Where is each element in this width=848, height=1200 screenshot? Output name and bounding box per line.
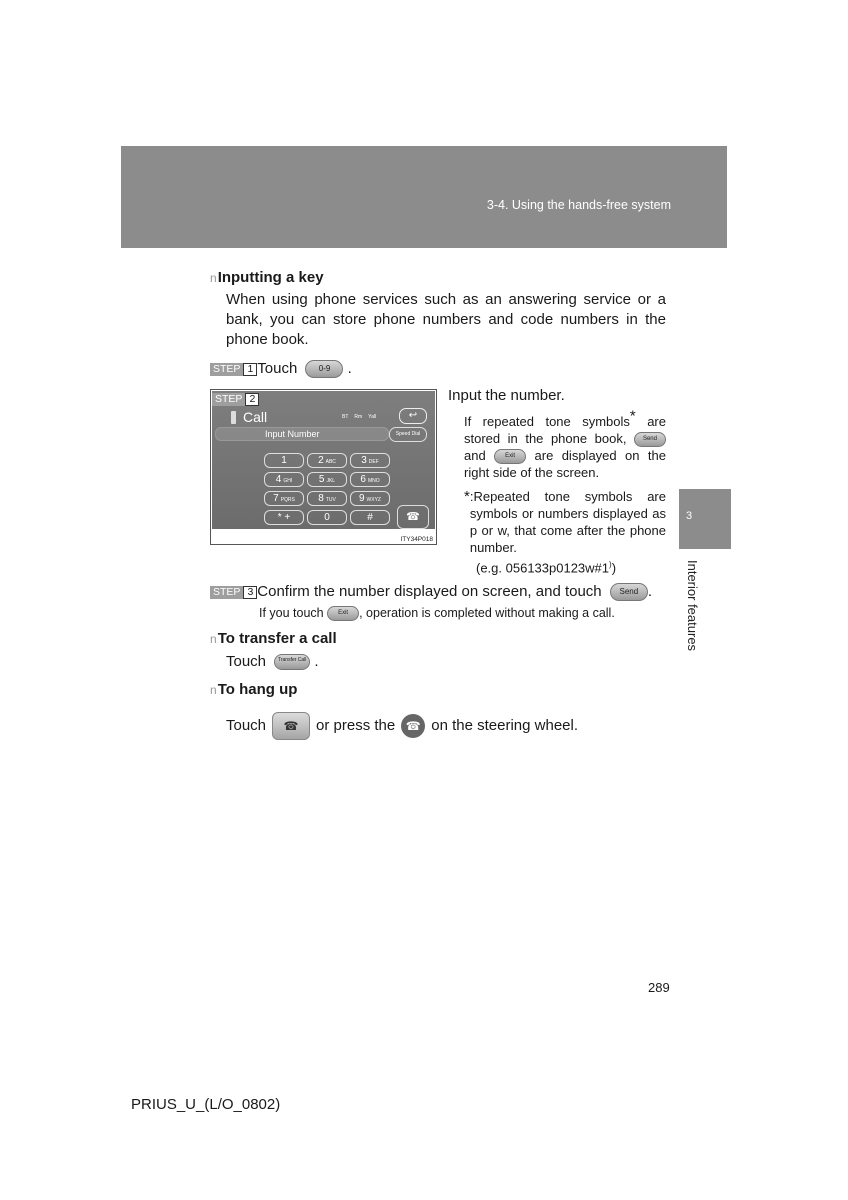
keypad-key[interactable]: 2 ABC: [307, 453, 347, 468]
exit-button-icon: Exit: [494, 449, 526, 464]
back-button[interactable]: [399, 408, 427, 424]
roaming-icon: Rm: [354, 414, 363, 420]
screen-title: Call: [243, 409, 268, 425]
status-indicators: [342, 414, 376, 420]
heading-text: Inputting a key: [217, 269, 324, 286]
section-heading-transfer: nTo transfer a call: [210, 630, 337, 647]
step-3-note: If you touch Exit , operation is completed without making a call.: [259, 606, 615, 620]
input-number-label: Input Number: [265, 429, 320, 439]
header-band: [121, 146, 727, 248]
keypad-key[interactable]: 1: [264, 453, 304, 468]
step-text: Touch: [257, 360, 298, 377]
hang-up-icon: ☎: [406, 511, 420, 523]
step-2-instruction: Input the number.: [448, 387, 565, 404]
transfer-instruction: Touch Transfer Call .: [226, 653, 319, 670]
end-call-button[interactable]: [397, 505, 429, 529]
speed-dial-button[interactable]: Speed Dial: [389, 427, 427, 442]
keypad-key[interactable]: * +: [264, 510, 304, 525]
intro-paragraph: When using phone services such as an answering service or a bank, you can store phone numbers and code numbers in the phone book.: [226, 291, 666, 348]
send-button-icon: Send: [634, 432, 666, 447]
back-arrow-icon: ↩: [408, 410, 418, 421]
asterisk: *: [629, 407, 636, 425]
step-3: STEP 3 Confirm the number displayed on screen, and touch Send .: [210, 582, 652, 602]
step-badge: STEP 1: [210, 363, 257, 376]
keypad-key[interactable]: 6 MNO: [350, 472, 390, 487]
hang-up-icon: ☎: [283, 719, 299, 733]
keypad-key[interactable]: 4 GHI: [264, 472, 304, 487]
keypad-key[interactable]: 8 TUV: [307, 491, 347, 506]
screen-display: [212, 391, 435, 529]
document-code: PRIUS_U_(L/O_0802): [131, 1096, 281, 1113]
step-badge: STEP 3: [210, 586, 257, 599]
section-title: 3-4. Using the hands-free system: [486, 198, 671, 212]
keypad-key[interactable]: 0: [307, 510, 347, 525]
step-1: STEP 1 Touch 0-9 .: [210, 359, 352, 379]
keypad-key[interactable]: 3 DEF: [350, 453, 390, 468]
transfer-call-button[interactable]: Transfer Call: [274, 654, 310, 670]
section-heading-inputting-key: [210, 269, 324, 286]
keypad-key[interactable]: #: [350, 510, 390, 525]
bluetooth-icon: BT: [342, 414, 349, 420]
phone-screen-illustration: [210, 389, 437, 545]
chapter-title: Interior features: [685, 560, 700, 652]
phone-icon: [231, 411, 236, 424]
bullet-icon: n: [210, 271, 217, 285]
steering-wheel-hang-up-icon: ☎: [401, 714, 425, 738]
keypad-key[interactable]: 7 PQRS: [264, 491, 304, 506]
footnote-asterisk: *: [464, 488, 470, 505]
chapter-tab: [679, 489, 731, 549]
hang-up-instruction: Touch ☎ or press the ☎ on the steering wheel.: [226, 712, 578, 740]
end-call-button[interactable]: [272, 712, 310, 740]
keypad-key[interactable]: 9 WXYZ: [350, 491, 390, 506]
bullet-icon: n: [210, 632, 217, 646]
footnote-text: :Repeated tone symbols are symbols or numbers displayed as p or w, that come after the phone number.: [469, 489, 666, 555]
keypad-key[interactable]: 5 JKL: [307, 472, 347, 487]
signal-icon: Yall: [368, 414, 377, 420]
digits-button[interactable]: 0-9: [305, 360, 343, 378]
chapter-number: 3: [686, 510, 693, 522]
footnote: [464, 488, 666, 576]
footnote-example: (e.g. 056133p0123w#1)): [476, 560, 617, 576]
step-badge: STEP 2: [212, 393, 259, 406]
bullet-icon: n: [210, 683, 217, 697]
repeated-tone-note: If repeated tone symbols* are stored in the phone book, Send and Exit are displayed on the right side of the screen.: [464, 407, 666, 481]
exit-button-icon: Exit: [327, 606, 359, 621]
send-button[interactable]: Send: [610, 583, 648, 601]
step-text: Confirm the number displayed on screen, and touch: [257, 583, 602, 600]
page-number: 289: [648, 980, 670, 995]
section-heading-hang-up: nTo hang up: [210, 681, 298, 698]
figure-caption: ITY34P018: [400, 536, 433, 543]
